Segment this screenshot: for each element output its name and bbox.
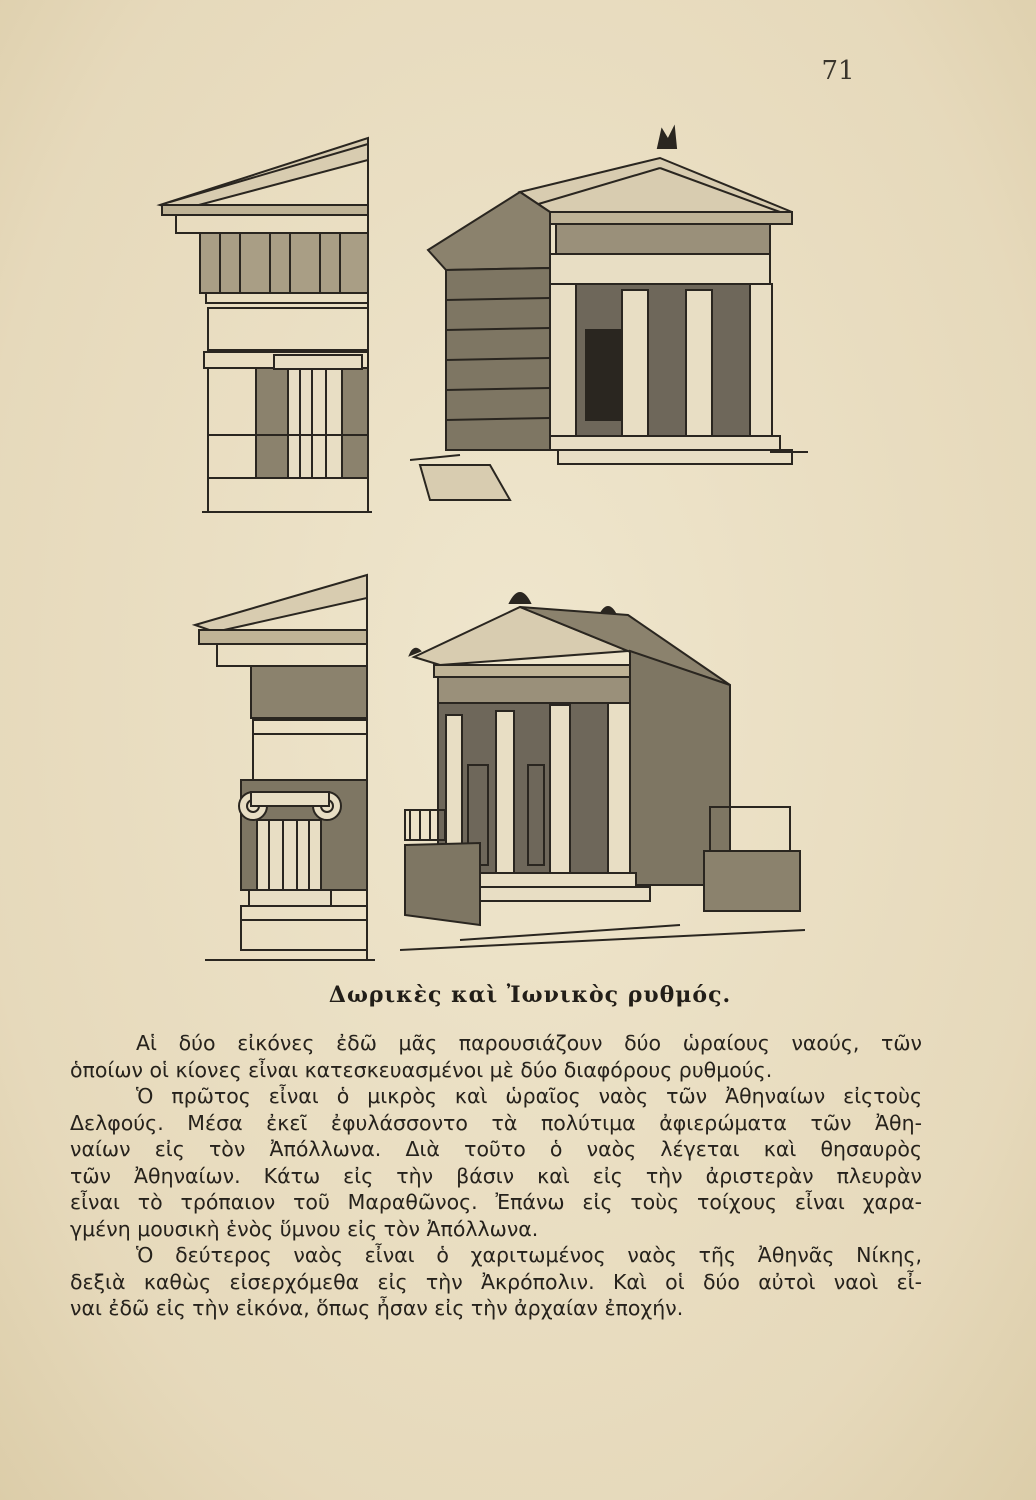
text-line: ναι ἐδῶ εἰς τὴν εἰκόνα, ὅπως ἦσαν εἰς τὴν ἀρχαίαν ἐποχήν. [70,1296,684,1320]
temple-athena-nike-illustration [400,585,805,960]
doric-order-detail-illustration [150,130,380,520]
text-line: ὁποίων οἱ κίονες εἶναι κατεσκευασμένοι μὲ δύο διαφόρους ρυθμούς. [70,1057,773,1082]
text-line: Ὁ δεύτερος ναὸς εἶναι ὁ χαριτωμένος ναὸς τῆς Ἀθηνᾶς Νίκης, [136,1243,922,1267]
text-line: Ὁ πρῶτος εἶναι ὁ μικρὸς καὶ ὡραῖος ναὸς τῶν Ἀθηναίων εἰςτοὺς [136,1084,922,1108]
text-line: εἶναι τὸ τρόπαιον τοῦ Μαραθῶνος. Ἐπάνω εἰς τοὺς τοίχους εἶναι χαρα- [70,1190,922,1214]
text-line: γμένη μουσικὴ ἑνὸς ὕμνου εἰς τὸν Ἀπόλλωνα. [70,1216,539,1241]
body-text [70,1030,922,1322]
treasury-of-athenians-illustration [410,120,810,515]
text-line: ναίων εἰς τὸν Ἀπόλλωνα. Διὰ τοῦτο ὁ ναὸς λέγεται καὶ θησαυρὸς [70,1137,922,1161]
ionic-order-detail-illustration [185,570,385,965]
page-number: 71 [821,56,855,86]
text-line: Δελφούς. Μέσα ἐκεῖ ἐφυλάσσοντο τὰ πολύτιμα ἀφιερώματα τῶν Ἀθη- [70,1110,922,1135]
figure-caption: Δωρικὲς καὶ Ἰωνικὸς ρυθμός. [328,982,732,1008]
text-line: δεξιὰ καθὼς εἰσερχόμεθα εἰς τὴν Ἀκρόπολιν. Καὶ οἱ δύο αὐτοὶ ναοὶ εἶ- [70,1269,922,1294]
text-line: Αἱ δύο εἰκόνες ἐδῶ μᾶς παρουσιάζουν δύο ὡραίους ναούς, τῶν [136,1031,922,1055]
text-line: τῶν Ἀθηναίων. Κάτω εἰς τὴν βάσιν καὶ εἰς τὴν ἀριστερὰν πλευρὰν [70,1163,922,1188]
